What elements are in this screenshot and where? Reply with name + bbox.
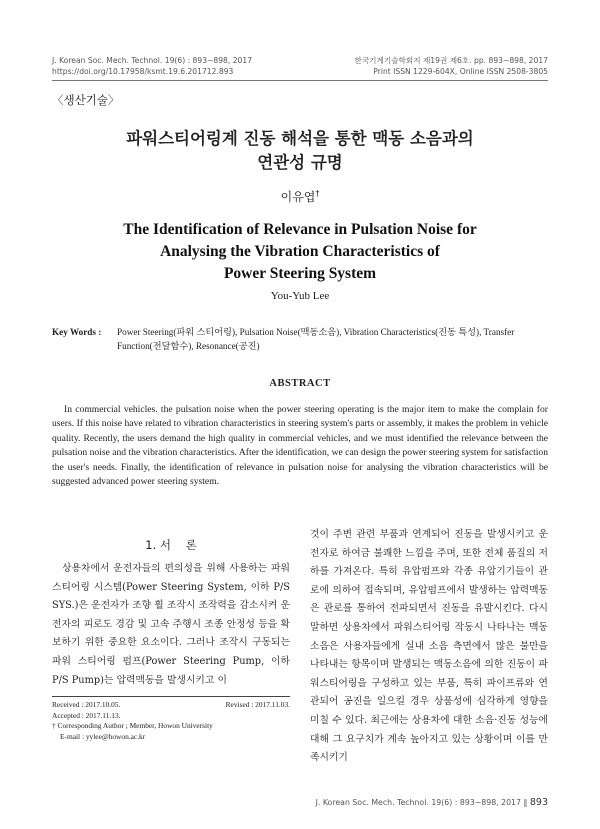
keywords-label: Key Words : [52, 327, 102, 337]
abstract-body: In commercial vehicles. the pulsation noise when the power steering operating is the major item to make the complain for users. If this noise have related to vibration characteristics in steering system's parts or assembly, it makes the problem in vehicle quality. Recently, the users demand the high quality in commercial vehicles, and we must identified the relevance between the pulsation noise and the vibration characteristics. After the identification, we can design the power steering system for satisfaction the user's needs. Finally, the identification of relevance in pulsation noise for analysing the vibration characteristics will be suggested advanced power steering system. [52, 404, 548, 488]
corresponding-author: † Corresponding Author ; Member, Howon University [52, 721, 213, 730]
keywords-text: Power Steering(파워 스티어링), Pulsation Noise(맥동소음), Vibration Characteristics(진동 특성), Transfer Function(전달함수), Resonance(공진) [117, 327, 515, 351]
title-korean-line1: 파워스티어링계 진동 해석을 통한 맥동 소음과의 [126, 129, 474, 148]
author-korean [0, 188, 600, 205]
author-english: You-Yub Lee [270, 290, 330, 302]
title-english-line3: Power Steering System [223, 265, 377, 282]
footnote [52, 700, 290, 742]
introduction-left-column: 상용차에서 운전자들의 편의성을 위해 사용하는 파워 스티어링 시스템(Power Steering System, 이하 P/S SYS.)은 운전자가 조향 휠 조작시 조작력을 감소시켜 운전자의 피로도 경감 및 고속 주행시 조종 안정성 등을 확보하기 위한 중요한 요소이다. 그러나 조작시 구동되는 파워 스티어링 펌프(Power Steering Pump, 이하 P/S Pump)는 압력맥동을 발생시키고 이 [52, 563, 290, 686]
section-heading-introduction: 1. 서 론 [145, 538, 197, 552]
title-korean-line2: 연관성 규명 [257, 153, 343, 172]
revised-date: Revised : 2017.11.03. [225, 700, 290, 709]
title-english-line1: The Identification of Relevance in Pulsation Noise for [123, 221, 477, 238]
author-korean-name: 이유엽 [280, 190, 316, 204]
page-footer [300, 797, 548, 808]
footer-citation: J. Korean Soc. Mech. Technol. 19(6) : 893~898, 2017 [315, 798, 521, 807]
accepted-date: Accepted : 2017.11.13. [52, 710, 121, 720]
introduction-right-column: 것이 주변 관련 부품과 연계되어 진동을 발생시키고 운전자로 하여금 불쾌한 느낌을 주며, 또한 전체 품질의 저하를 가져온다. 특히 유압펌프와 각종 유압기기들이 관로에 의하여 접속되며, 유압펌프에서 발생하는 압력맥동은 관로를 통하여 전파되면서 진동을 유발시킨다. 다시 말하면 상용차에서 파워스티어링 작동시 나타나는 맥동 소음은 사용자들에게 실내 소음 측면에서 많은 불만을 나타내는 항목이며 발생되는 맥동소음에 의한 진동이 파워스티어링을 구성하고 있는 부품, 특히 파이프류와 연관되어 공진을 일으킬 경우 상품성에 심각하게 영향을 미칠 수 있다. 최근에는 상용차에 대한 소음·진동 성능에 대해 그 요구치가 계속 높아지고 있는 상황이며 이를 만족시키기 [310, 529, 548, 764]
header-divider [52, 80, 548, 81]
footnote-divider [52, 696, 290, 697]
doi-link[interactable]: https://doi.org/10.17958/ksmt.19.6.201712.893 [52, 67, 234, 76]
journal-citation-korean: 한국기계기술학회지 제19권 제6호. pp. 893~898, 2017 [354, 56, 548, 65]
issn-line: Print ISSN 1229-604X, Online ISSN 2508-3805 [373, 67, 548, 76]
footer-separator: ‖ [523, 798, 528, 807]
journal-citation-header: J. Korean Soc. Mech. Technol. 19(6) : 893~898, 2017 [52, 56, 253, 65]
abstract-heading: ABSTRACT [269, 378, 331, 389]
page-number: 893 [529, 797, 548, 808]
section-tag: 〈생산기술〉 [52, 93, 120, 107]
received-date: Received : 2017.10.05. [52, 700, 121, 709]
corresponding-mark: † [315, 189, 320, 198]
author-email: E-mail : yylee@howon.ac.kr [60, 731, 146, 741]
title-english-line2: Analysing the Vibration Characteristics of [160, 243, 440, 260]
footnote-dates-row [52, 700, 290, 711]
